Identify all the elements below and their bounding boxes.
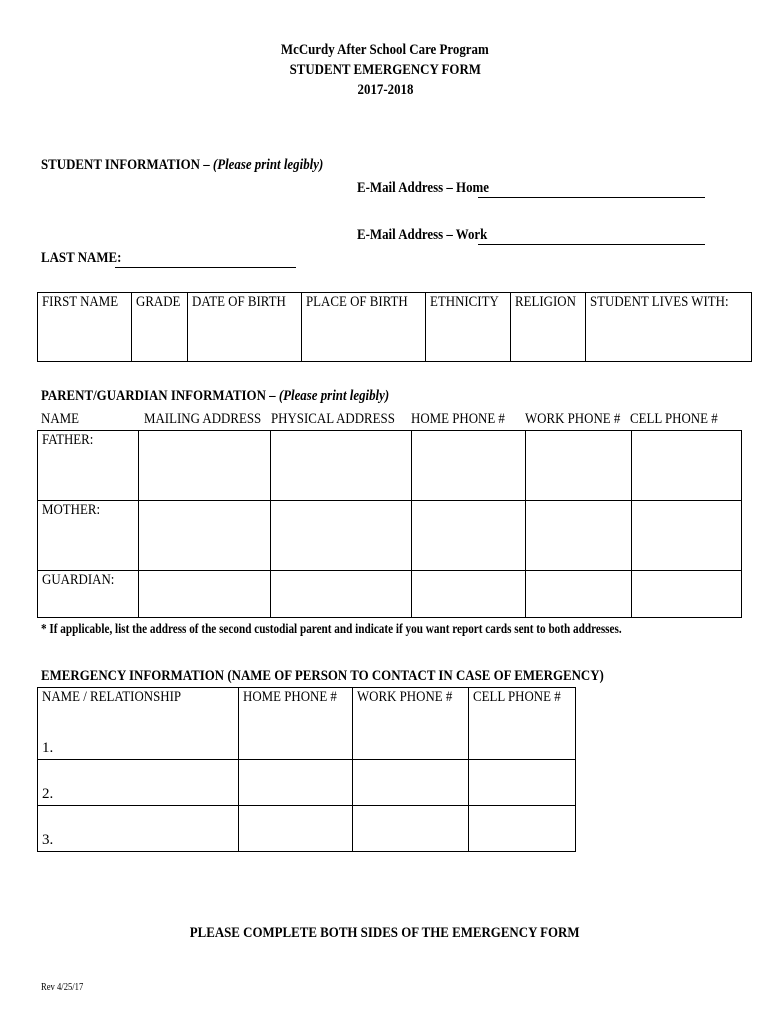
form-title: STUDENT EMERGENCY FORM xyxy=(289,62,481,78)
row-number: 2. xyxy=(42,786,54,802)
email-home-label: E-Mail Address – Home xyxy=(357,180,489,196)
grade-cell[interactable]: GRADE xyxy=(131,293,188,362)
mother-home-phone[interactable] xyxy=(412,501,526,571)
contact-3-home-phone[interactable] xyxy=(239,806,353,852)
student-table xyxy=(37,292,752,362)
col-header-physical-address: PHYSICAL ADDRESS xyxy=(271,411,395,427)
guardian-work-phone[interactable] xyxy=(526,571,632,618)
contact-2-cell-phone[interactable] xyxy=(469,760,576,806)
complete-both-sides-notice: PLEASE COMPLETE BOTH SIDES OF THE EMERGENCY FORM xyxy=(190,925,580,941)
guardian-cell-phone[interactable] xyxy=(632,571,742,618)
table-row xyxy=(38,501,742,571)
contact-1-cell-phone[interactable]: CELL PHONE # xyxy=(469,688,576,760)
name-relationship-header: NAME / RELATIONSHIP xyxy=(42,689,182,705)
mother-mailing-address[interactable] xyxy=(139,501,271,571)
guardian-mailing-address[interactable] xyxy=(139,571,271,618)
guardian-home-phone[interactable] xyxy=(412,571,526,618)
table-row xyxy=(38,688,576,760)
date-of-birth-cell[interactable]: DATE OF BIRTH xyxy=(188,293,302,362)
email-work-label: E-Mail Address – Work xyxy=(357,227,488,243)
table-row xyxy=(38,571,742,618)
contact-2-home-phone[interactable] xyxy=(239,760,353,806)
print-legibly-note: (Please print legibly) xyxy=(212,157,324,173)
contact-1-home-phone[interactable]: HOME PHONE # xyxy=(239,688,353,760)
place-of-birth-cell[interactable]: PLACE OF BIRTH xyxy=(302,293,425,362)
emergency-table xyxy=(37,687,576,852)
first-name-cell[interactable]: FIRST NAME xyxy=(38,293,132,362)
student-info-heading: STUDENT INFORMATION – (Please print legibly) xyxy=(41,157,324,173)
program-name: McCurdy After School Care Program xyxy=(281,42,489,58)
parent-info-heading: PARENT/GUARDIAN INFORMATION – (Please print legibly) xyxy=(41,388,390,404)
col-header-cell-phone: CELL PHONE # xyxy=(630,411,718,427)
email-work-field[interactable] xyxy=(478,229,705,245)
father-physical-address[interactable] xyxy=(271,431,412,501)
contact-2-work-phone[interactable] xyxy=(353,760,469,806)
col-header-mailing-address: MAILING ADDRESS xyxy=(144,411,262,427)
col-header-name: NAME xyxy=(41,411,79,427)
last-name-label: LAST NAME: xyxy=(41,250,122,266)
emergency-info-heading: EMERGENCY INFORMATION (NAME OF PERSON TO CONTACT IN CASE OF EMERGENCY) xyxy=(41,668,604,684)
mother-physical-address[interactable] xyxy=(271,501,412,571)
table-row xyxy=(38,806,576,852)
row-number: 1. xyxy=(42,740,54,756)
contact-3-cell-phone[interactable] xyxy=(469,806,576,852)
guardian-label-cell: GUARDIAN: xyxy=(38,571,139,618)
father-label-cell: FATHER: xyxy=(38,431,139,501)
guardian-physical-address[interactable] xyxy=(271,571,412,618)
mother-label-cell: MOTHER: xyxy=(38,501,139,571)
father-home-phone[interactable] xyxy=(412,431,526,501)
email-home-field[interactable] xyxy=(478,182,705,198)
last-name-field[interactable] xyxy=(115,252,296,268)
form-header xyxy=(0,40,770,100)
col-header-work-phone: WORK PHONE # xyxy=(525,411,621,427)
contact-3-work-phone[interactable] xyxy=(353,806,469,852)
religion-cell[interactable]: RELIGION xyxy=(510,293,586,362)
school-year: 2017-2018 xyxy=(357,82,413,98)
contact-2-name-cell[interactable] xyxy=(38,760,239,806)
father-work-phone[interactable] xyxy=(526,431,632,501)
student-lives-with-cell[interactable]: STUDENT LIVES WITH: xyxy=(586,293,752,362)
parent-table xyxy=(37,430,742,618)
mother-work-phone[interactable] xyxy=(526,501,632,571)
custodial-parent-note: * If applicable, list the address of the second custodial parent and indicate if you want report cards sent to both addresses. xyxy=(41,622,622,637)
contact-3-name-cell[interactable] xyxy=(38,806,239,852)
contact-1-name-cell[interactable] xyxy=(38,688,239,760)
revision-date: Rev 4/25/17 xyxy=(41,982,84,993)
mother-cell-phone[interactable] xyxy=(632,501,742,571)
ethnicity-cell[interactable]: ETHNICITY xyxy=(425,293,510,362)
print-legibly-note: (Please print legibly) xyxy=(278,388,390,404)
table-row xyxy=(38,431,742,501)
row-number: 3. xyxy=(42,832,54,848)
col-header-home-phone: HOME PHONE # xyxy=(411,411,505,427)
father-cell-phone[interactable] xyxy=(632,431,742,501)
contact-1-work-phone[interactable]: WORK PHONE # xyxy=(353,688,469,760)
table-row xyxy=(38,760,576,806)
father-mailing-address[interactable] xyxy=(139,431,271,501)
